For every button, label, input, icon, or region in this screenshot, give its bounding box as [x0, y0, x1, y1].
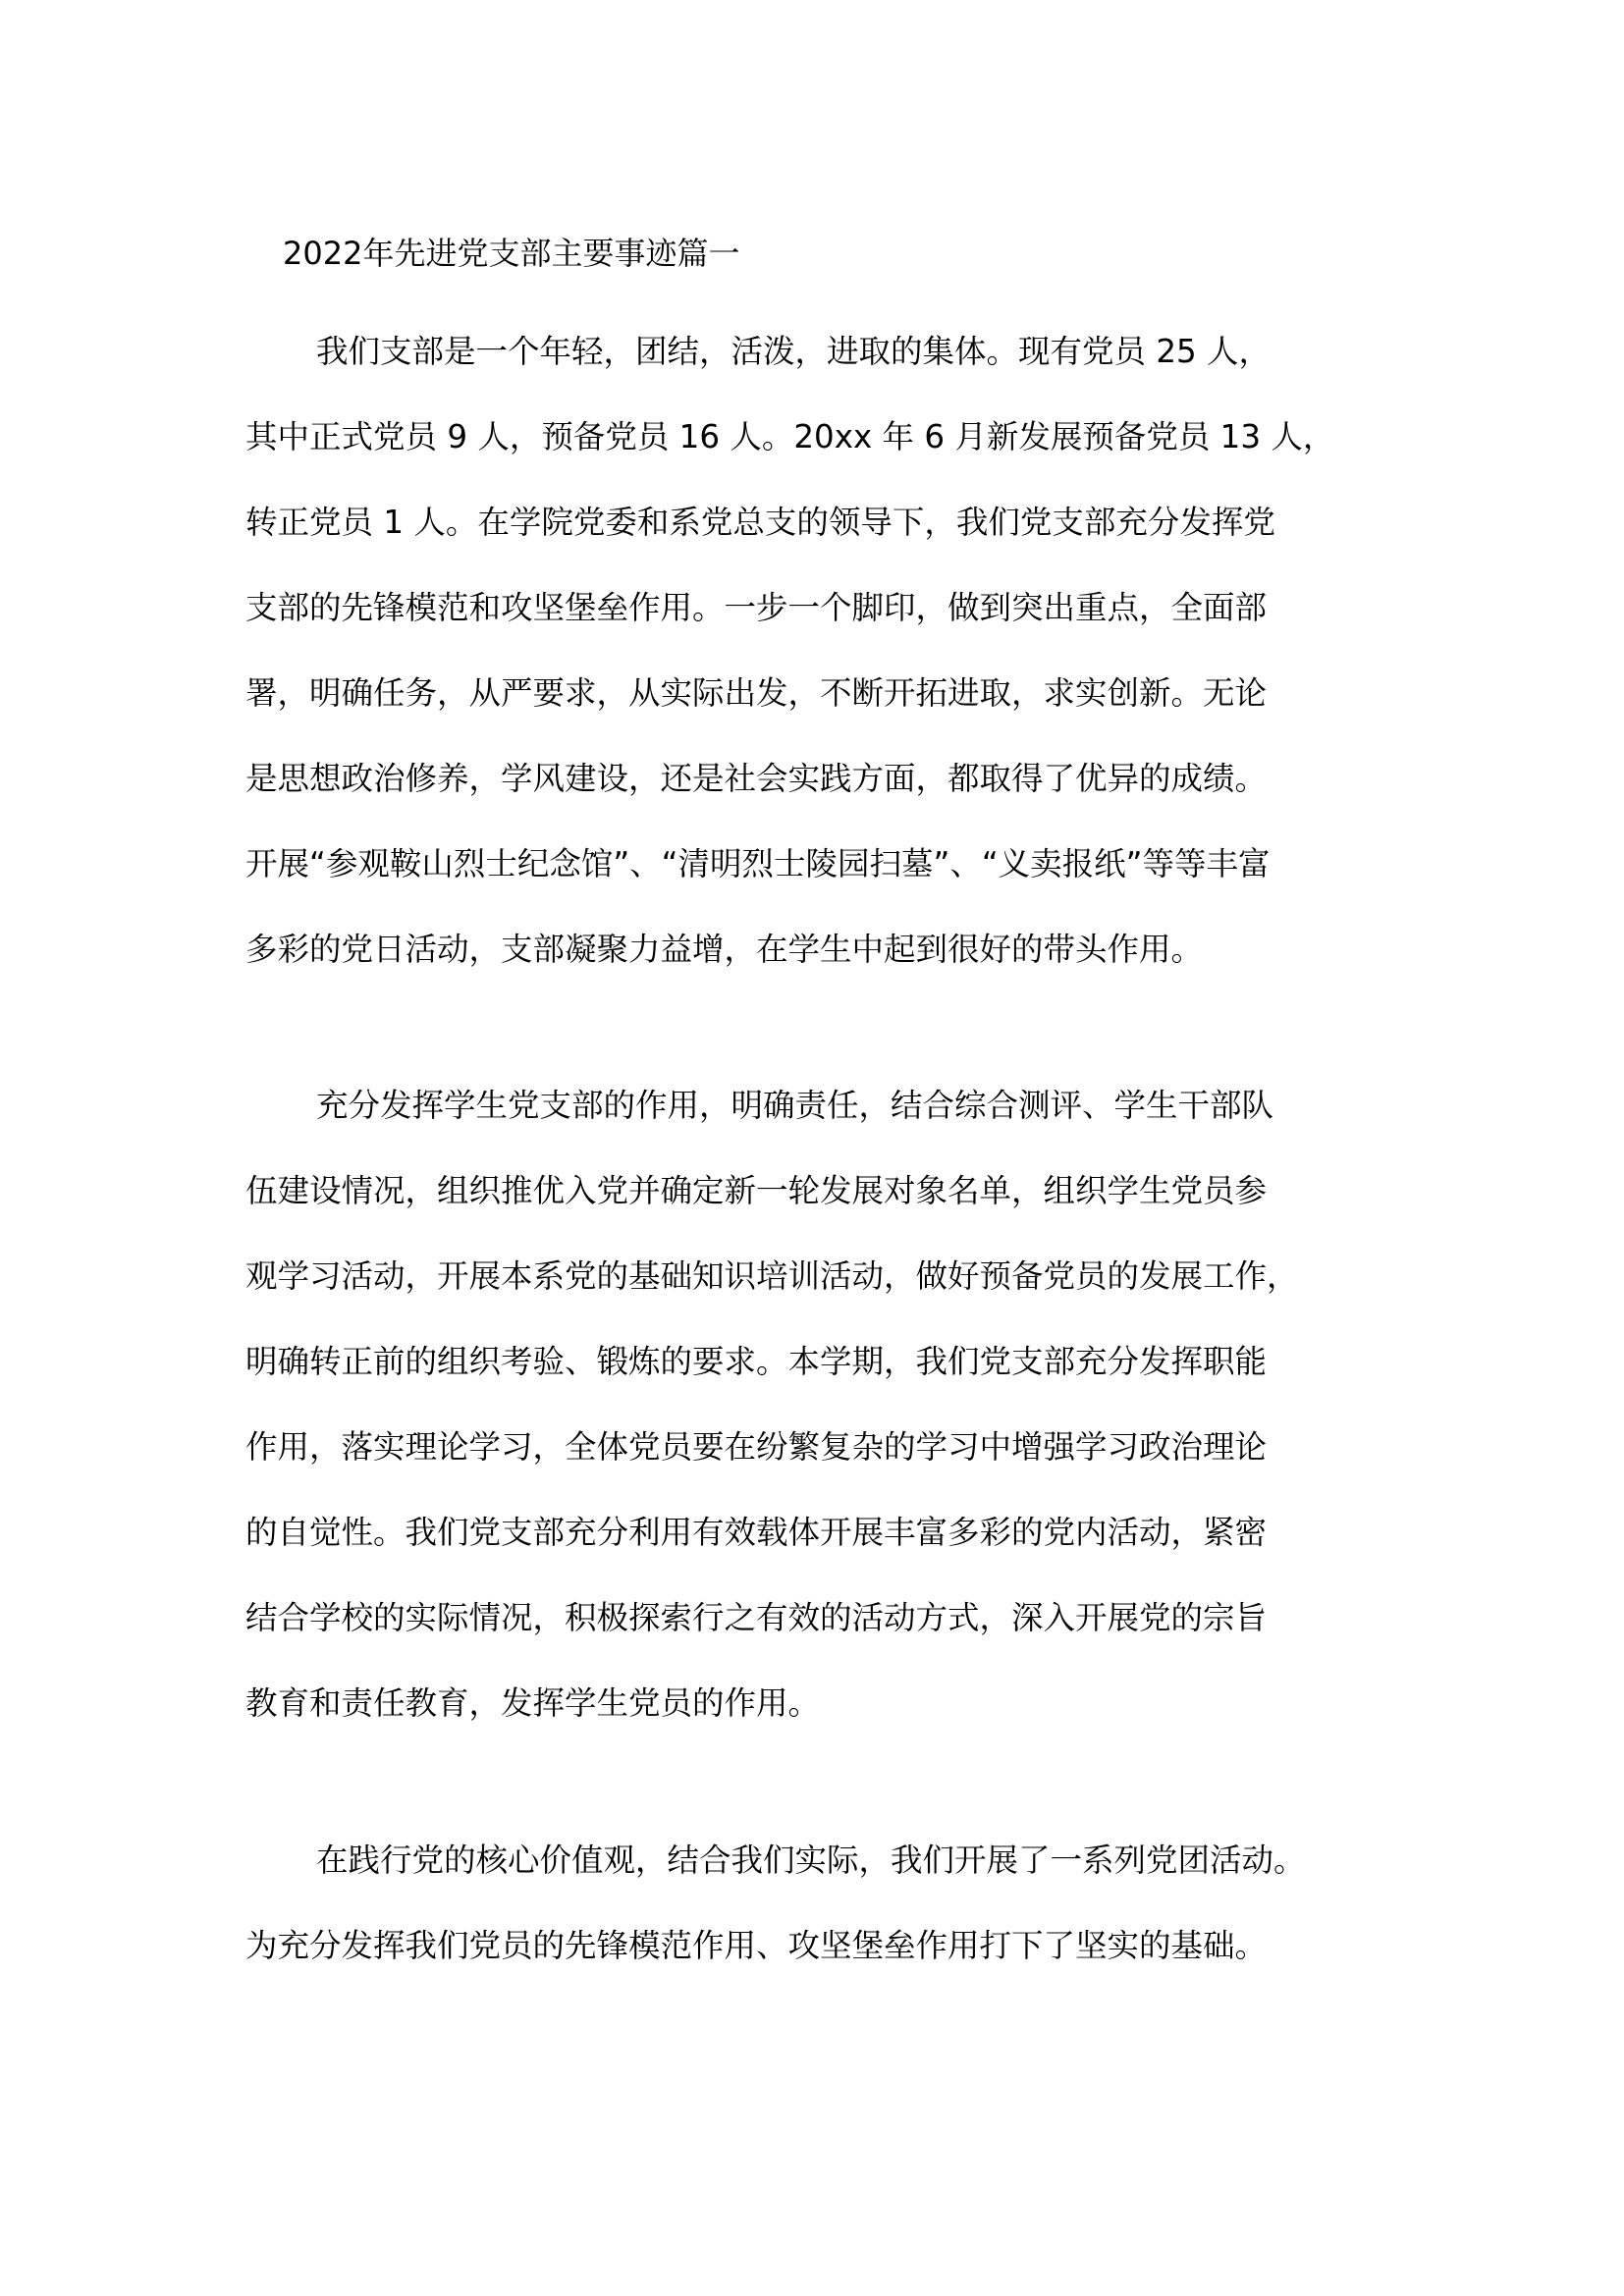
paragraph-line: 伍建设情况，组织推优入党并确定新一轮发展对象名单，组织学生党员参 [245, 1172, 1268, 1209]
paragraph-line: 在践行党的核心价值观，结合我们实际，我们开展了一系列党团活动。 [316, 1842, 1306, 1879]
paragraph-line: 作用，落实理论学习，全体党员要在纷繁复杂的学习中增强学习政治理论 [245, 1428, 1268, 1466]
paragraph-line: 教育和责任教育，发挥学生党员的作用。 [245, 1684, 821, 1722]
paragraph-line: 转正党员 1 人。在学院党委和系党总支的领导下，我们党支部充分发挥党 [245, 504, 1275, 541]
paragraph-line: 明确转正前的组织考验、锻炼的要求。本学期，我们党支部充分发挥职能 [245, 1343, 1268, 1380]
paragraph-line: 支部的先锋模范和攻坚堡垒作用。一步一个脚印，做到突出重点，全面部 [245, 589, 1268, 626]
paragraph-line: 开展“参观鞍山烈士纪念馆”、“清明烈士陵园扫墓”、“义卖报纸”等等丰富 [245, 845, 1271, 882]
paragraph-line: 其中正式党员 9 人，预备党员 16 人。20xx 年 6 月新发展预备党员 13 人， [245, 418, 1335, 455]
paragraph-line: 是思想政治修养，学风建设，还是社会实践方面，都取得了优异的成绩。 [245, 760, 1268, 797]
paragraph-line: 署，明确任务，从严要求，从实际出发，不断开拓进取，求实创新。无论 [245, 674, 1268, 712]
paragraph-line: 观学习活动，开展本系党的基础知识培训活动，做好预备党员的发展工作， [245, 1257, 1299, 1295]
paragraph-line: 为充分发挥我们党员的先锋模范作用、攻坚堡垒作用打下了坚实的基础。 [245, 1927, 1268, 1964]
document-title: 2022年先进党支部主要事迹篇一 [283, 235, 740, 272]
paragraph-line: 多彩的党日活动，支部凝聚力益增，在学生中起到很好的带头作用。 [245, 931, 1204, 968]
paragraph-line: 结合学校的实际情况，积极探索行之有效的活动方式，深入开展党的宗旨 [245, 1599, 1268, 1636]
paragraph-1 [245, 332, 1394, 1015]
paragraph-line: 的自觉性。我们党支部充分利用有效载体开展丰富多彩的党内活动，紧密 [245, 1514, 1268, 1551]
paragraph-3 [245, 1841, 1394, 2011]
paragraph-line: 我们支部是一个年轻，团结，活泼，进取的集体。现有党员 25 人， [316, 333, 1272, 370]
paragraph-2 [245, 1086, 1394, 1769]
paragraph-line: 充分发挥学生党支部的作用，明确责任，结合综合测评、学生干部队 [316, 1087, 1274, 1124]
